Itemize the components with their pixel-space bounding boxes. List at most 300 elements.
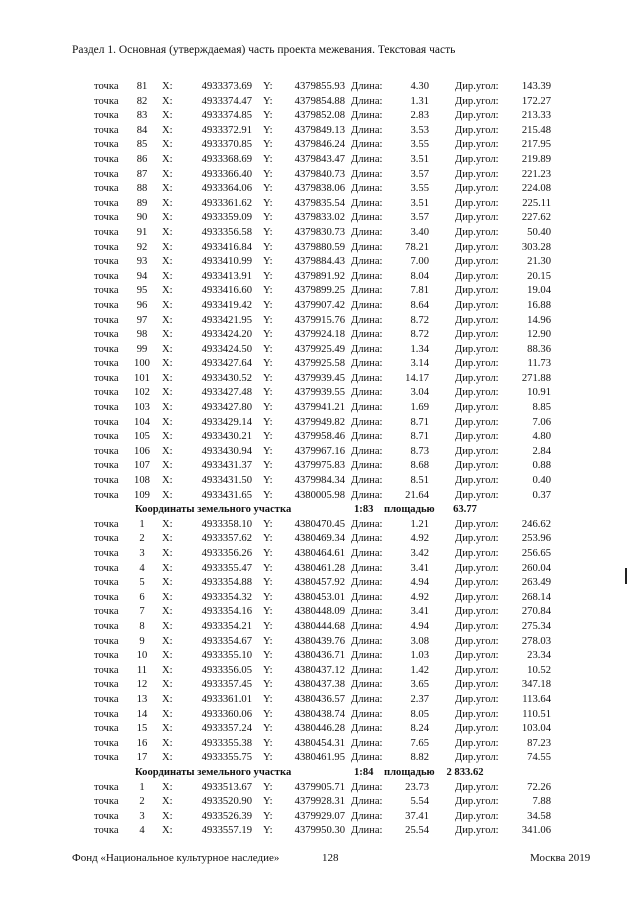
length-value: 8.71 <box>410 431 429 443</box>
table-row <box>0 620 629 635</box>
direction-label: Дир.угол: <box>455 358 499 370</box>
x-label: X: <box>162 110 173 122</box>
table-row <box>0 284 629 299</box>
length-label: Длина: <box>351 460 383 472</box>
y-label: Y: <box>263 329 273 341</box>
length-label: Длина: <box>351 679 383 691</box>
table-row <box>0 124 629 139</box>
point-number: 100 <box>134 358 150 370</box>
point-label: точка <box>94 445 119 457</box>
table-row <box>0 795 629 810</box>
point-number: 8 <box>139 620 145 632</box>
direction-angle-value: 347.18 <box>521 679 551 691</box>
direction-label: Дир.угол: <box>455 270 499 282</box>
direction-angle-value: 19.04 <box>527 285 551 297</box>
y-label: Y: <box>263 241 273 253</box>
area-value: 63.77 <box>453 504 477 516</box>
point-label: точка <box>94 358 119 370</box>
y-value: 4379949.82 <box>294 416 345 428</box>
length-label: Длина: <box>351 606 383 618</box>
length-value: 2.37 <box>410 693 429 705</box>
direction-angle-value: 341.06 <box>521 825 551 837</box>
y-label: Y: <box>263 81 273 92</box>
length-label: Длина: <box>351 168 383 180</box>
table-row <box>0 678 629 693</box>
point-number: 107 <box>134 460 150 472</box>
point-number: 94 <box>136 270 148 282</box>
table-row <box>0 445 629 460</box>
direction-angle-value: 271.88 <box>521 372 551 384</box>
table-row <box>0 474 629 489</box>
y-value: 4380005.98 <box>294 489 345 501</box>
direction-angle-value: 11.73 <box>527 358 551 370</box>
length-label: Длина: <box>351 781 383 793</box>
x-label: X: <box>162 212 173 224</box>
direction-label: Дир.угол: <box>455 752 499 764</box>
x-label: X: <box>162 620 173 632</box>
plot-number: 1:84 <box>354 766 374 778</box>
y-value: 4379854.88 <box>294 95 345 107</box>
y-value: 4380446.28 <box>294 723 345 735</box>
x-value: 4933374.85 <box>201 110 252 122</box>
length-label: Длина: <box>351 299 383 311</box>
direction-angle-value: 7.88 <box>532 796 551 808</box>
x-label: X: <box>162 81 173 92</box>
table-row <box>0 518 629 533</box>
y-label: Y: <box>263 445 273 457</box>
point-number: 84 <box>136 124 148 136</box>
y-value: 4380444.68 <box>294 620 345 632</box>
x-value: 4933360.06 <box>201 708 252 720</box>
length-label: Длина: <box>351 664 383 676</box>
point-label: точка <box>94 343 119 355</box>
y-value: 4380453.01 <box>294 591 345 603</box>
y-value: 4380461.95 <box>294 752 345 764</box>
length-label: Длина: <box>351 285 383 297</box>
table-row <box>0 109 629 124</box>
x-label: X: <box>162 153 173 165</box>
table-row <box>0 635 629 650</box>
page-header: Раздел 1. Основная (утверждаемая) часть проекта межевания. Текстовая часть <box>72 44 456 56</box>
point-number: 102 <box>134 387 150 399</box>
length-label: Длина: <box>351 518 383 530</box>
point-number: 81 <box>136 81 148 92</box>
x-label: X: <box>162 285 173 297</box>
direction-label: Дир.угол: <box>455 708 499 720</box>
direction-label: Дир.угол: <box>455 431 499 443</box>
x-value: 4933366.40 <box>201 168 252 180</box>
table-row <box>0 737 629 752</box>
y-value: 4379929.07 <box>294 810 345 822</box>
table-row <box>0 241 629 256</box>
x-value: 4933357.62 <box>201 533 252 545</box>
length-value: 7.65 <box>410 737 429 749</box>
scan-edge-mark <box>625 568 627 584</box>
y-value: 4379833.02 <box>294 212 345 224</box>
direction-label: Дир.угол: <box>455 562 499 574</box>
x-value: 4933354.32 <box>201 591 252 603</box>
x-value: 4933355.75 <box>201 752 252 764</box>
direction-angle-value: 227.62 <box>521 212 551 224</box>
y-label: Y: <box>263 387 273 399</box>
x-value: 4933361.01 <box>201 693 252 705</box>
x-label: X: <box>162 475 173 487</box>
direction-angle-value: 256.65 <box>521 548 551 559</box>
direction-angle-value: 10.52 <box>527 664 551 676</box>
y-value: 4379835.54 <box>294 197 345 209</box>
x-value: 4933357.45 <box>201 679 252 691</box>
x-value: 4933430.52 <box>201 372 252 384</box>
y-value: 4379924.18 <box>294 329 345 341</box>
direction-label: Дир.угол: <box>455 606 499 618</box>
section-title: Координаты земельного участка <box>135 504 292 516</box>
y-label: Y: <box>263 737 273 749</box>
table-row <box>0 751 629 766</box>
point-number: 99 <box>136 343 148 355</box>
x-label: X: <box>162 416 173 428</box>
direction-label: Дир.угол: <box>455 110 499 122</box>
direction-angle-value: 270.84 <box>521 606 551 618</box>
x-value: 4933431.50 <box>201 475 252 487</box>
y-value: 4379891.92 <box>294 270 345 282</box>
length-value: 1.34 <box>410 343 429 355</box>
table-row <box>0 182 629 197</box>
direction-label: Дир.угол: <box>455 372 499 384</box>
table-row <box>0 416 629 431</box>
length-value: 3.14 <box>410 358 429 370</box>
y-label: Y: <box>263 124 273 136</box>
direction-angle-value: 225.11 <box>522 197 551 209</box>
length-value: 1.42 <box>410 664 429 676</box>
x-label: X: <box>162 577 173 589</box>
x-label: X: <box>162 314 173 326</box>
y-label: Y: <box>263 723 273 735</box>
y-value: 4380439.76 <box>294 635 345 647</box>
direction-angle-value: 260.04 <box>521 562 551 574</box>
direction-label: Дир.угол: <box>455 475 499 487</box>
point-label: точка <box>94 810 119 822</box>
length-label: Длина: <box>351 270 383 282</box>
x-label: X: <box>162 226 173 238</box>
table-row <box>0 343 629 358</box>
direction-label: Дир.угол: <box>455 693 499 705</box>
point-label: точка <box>94 562 119 574</box>
y-label: Y: <box>263 299 273 311</box>
point-number: 1 <box>139 781 145 793</box>
point-number: 2 <box>139 533 145 545</box>
y-value: 4380436.71 <box>294 650 345 662</box>
y-label: Y: <box>263 153 273 165</box>
plot-number: 1:83 <box>354 504 374 516</box>
length-value: 21.64 <box>405 489 429 501</box>
x-label: X: <box>162 548 173 559</box>
point-label: точка <box>94 81 119 92</box>
point-label: точка <box>94 95 119 107</box>
x-value: 4933410.99 <box>201 256 252 268</box>
y-label: Y: <box>263 416 273 428</box>
point-number: 12 <box>136 679 148 691</box>
length-label: Длина: <box>351 241 383 253</box>
point-label: точка <box>94 489 119 501</box>
y-label: Y: <box>263 708 273 720</box>
direction-angle-value: 103.04 <box>521 723 551 735</box>
y-value: 4380437.38 <box>294 679 345 691</box>
table-row <box>0 576 629 591</box>
y-value: 4379925.58 <box>294 358 345 370</box>
y-label: Y: <box>263 270 273 282</box>
length-label: Длина: <box>351 387 383 399</box>
length-value: 3.65 <box>410 679 429 691</box>
direction-angle-value: 113.64 <box>522 693 551 705</box>
y-value: 4380438.74 <box>294 708 345 720</box>
direction-label: Дир.угол: <box>455 124 499 136</box>
point-number: 1 <box>139 518 145 530</box>
x-label: X: <box>162 606 173 618</box>
x-value: 4933413.91 <box>201 270 252 282</box>
length-value: 1.03 <box>410 650 429 662</box>
length-label: Длина: <box>351 475 383 487</box>
x-value: 4933372.91 <box>201 124 252 136</box>
length-value: 4.30 <box>410 81 429 92</box>
table-row <box>0 722 629 737</box>
length-value: 3.57 <box>410 212 429 224</box>
point-label: точка <box>94 329 119 341</box>
coordinates-table <box>0 80 629 839</box>
direction-label: Дир.угол: <box>455 226 499 238</box>
length-value: 8.71 <box>410 416 429 428</box>
y-label: Y: <box>263 810 273 822</box>
point-label: точка <box>94 270 119 282</box>
x-value: 4933429.14 <box>201 416 252 428</box>
point-number: 13 <box>136 693 148 705</box>
point-label: точка <box>94 431 119 443</box>
point-number: 3 <box>139 810 145 822</box>
x-label: X: <box>162 591 173 603</box>
direction-label: Дир.угол: <box>455 650 499 662</box>
area-value: 2 833.62 <box>446 766 484 778</box>
y-label: Y: <box>263 664 273 676</box>
x-value: 4933520.90 <box>201 796 252 808</box>
x-value: 4933359.09 <box>201 212 252 224</box>
x-label: X: <box>162 95 173 107</box>
table-row <box>0 299 629 314</box>
x-label: X: <box>162 124 173 136</box>
direction-angle-value: 278.03 <box>521 635 551 647</box>
point-number: 87 <box>136 168 148 180</box>
point-label: точка <box>94 168 119 180</box>
x-value: 4933416.60 <box>201 285 252 297</box>
length-value: 3.42 <box>410 548 429 559</box>
length-value: 37.41 <box>405 810 429 822</box>
point-label: точка <box>94 256 119 268</box>
table-row <box>0 80 629 95</box>
point-label: точка <box>94 752 119 764</box>
x-label: X: <box>162 533 173 545</box>
direction-label: Дир.угол: <box>455 635 499 647</box>
direction-label: Дир.угол: <box>455 314 499 326</box>
direction-angle-value: 253.96 <box>521 533 551 545</box>
length-label: Длина: <box>351 197 383 209</box>
y-value: 4380469.34 <box>294 533 345 545</box>
x-value: 4933361.62 <box>201 197 252 209</box>
length-label: Длина: <box>351 343 383 355</box>
x-label: X: <box>162 737 173 749</box>
x-value: 4933419.42 <box>201 299 252 311</box>
y-value: 4379855.93 <box>294 81 345 92</box>
length-value: 3.51 <box>410 197 429 209</box>
point-label: точка <box>94 708 119 720</box>
point-number: 7 <box>139 606 145 618</box>
x-label: X: <box>162 635 173 647</box>
point-label: точка <box>94 737 119 749</box>
y-label: Y: <box>263 197 273 209</box>
x-label: X: <box>162 518 173 530</box>
table-row <box>0 781 629 796</box>
direction-angle-value: 87.23 <box>527 737 551 749</box>
point-number: 86 <box>136 153 148 165</box>
table-row <box>0 328 629 343</box>
length-value: 4.92 <box>410 533 429 545</box>
length-value: 3.55 <box>410 183 429 195</box>
point-number: 11 <box>136 664 148 676</box>
direction-label: Дир.угол: <box>455 329 499 341</box>
point-number: 98 <box>136 329 148 341</box>
y-value: 4379928.31 <box>294 796 345 808</box>
length-value: 4.92 <box>410 591 429 603</box>
table-row <box>0 605 629 620</box>
area-label: площадью <box>384 766 435 778</box>
footer-organization: Фонд «Национальное культурное наследие» <box>72 852 280 864</box>
direction-label: Дир.угол: <box>455 212 499 224</box>
length-label: Длина: <box>351 358 383 370</box>
y-value: 4380457.92 <box>294 577 345 589</box>
length-value: 3.41 <box>410 562 429 574</box>
x-label: X: <box>162 562 173 574</box>
direction-angle-value: 88.36 <box>527 343 551 355</box>
point-label: точка <box>94 416 119 428</box>
length-value: 14.17 <box>405 372 429 384</box>
length-value: 8.68 <box>410 460 429 472</box>
y-value: 4379899.25 <box>294 285 345 297</box>
table-row <box>0 386 629 401</box>
x-value: 4933430.21 <box>201 431 252 443</box>
length-label: Длина: <box>351 548 383 559</box>
point-label: точка <box>94 533 119 545</box>
y-label: Y: <box>263 635 273 647</box>
y-value: 4379984.34 <box>294 475 345 487</box>
y-label: Y: <box>263 343 273 355</box>
y-label: Y: <box>263 212 273 224</box>
section-header <box>0 766 629 781</box>
direction-angle-value: 303.28 <box>521 241 551 253</box>
point-number: 3 <box>139 548 145 559</box>
direction-label: Дир.угол: <box>455 460 499 472</box>
x-value: 4933557.19 <box>201 825 252 837</box>
point-label: точка <box>94 723 119 735</box>
direction-angle-value: 72.26 <box>527 781 551 793</box>
direction-angle-value: 4.80 <box>532 431 551 443</box>
direction-label: Дир.угол: <box>455 548 499 559</box>
x-label: X: <box>162 402 173 414</box>
direction-angle-value: 219.89 <box>521 153 551 165</box>
x-label: X: <box>162 270 173 282</box>
direction-angle-value: 8.85 <box>532 402 551 414</box>
table-row <box>0 95 629 110</box>
table-row <box>0 401 629 416</box>
length-value: 8.24 <box>410 723 429 735</box>
direction-angle-value: 0.40 <box>532 475 551 487</box>
x-value: 4933354.88 <box>201 577 252 589</box>
direction-label: Дир.угол: <box>455 825 499 837</box>
length-value: 4.94 <box>410 620 429 632</box>
length-label: Длина: <box>351 372 383 384</box>
point-label: точка <box>94 183 119 195</box>
direction-label: Дир.угол: <box>455 489 499 501</box>
length-label: Длина: <box>351 810 383 822</box>
length-value: 3.55 <box>410 139 429 151</box>
table-row <box>0 459 629 474</box>
y-value: 4379884.43 <box>294 256 345 268</box>
length-value: 8.04 <box>410 270 429 282</box>
x-value: 4933368.69 <box>201 153 252 165</box>
point-label: точка <box>94 285 119 297</box>
y-label: Y: <box>263 548 273 559</box>
table-row <box>0 270 629 285</box>
point-number: 83 <box>136 110 148 122</box>
y-label: Y: <box>263 110 273 122</box>
direction-label: Дир.угол: <box>455 168 499 180</box>
point-label: точка <box>94 825 119 837</box>
y-label: Y: <box>263 825 273 837</box>
point-label: точка <box>94 314 119 326</box>
length-label: Длина: <box>351 562 383 574</box>
x-label: X: <box>162 256 173 268</box>
length-label: Длина: <box>351 124 383 136</box>
x-value: 4933424.50 <box>201 343 252 355</box>
direction-angle-value: 20.15 <box>527 270 551 282</box>
y-label: Y: <box>263 606 273 618</box>
length-label: Длина: <box>351 737 383 749</box>
direction-angle-value: 246.62 <box>521 518 551 530</box>
point-number: 4 <box>139 562 145 574</box>
point-number: 88 <box>136 183 148 195</box>
point-label: точка <box>94 124 119 136</box>
x-label: X: <box>162 372 173 384</box>
length-label: Длина: <box>351 533 383 545</box>
length-value: 4.94 <box>410 577 429 589</box>
direction-label: Дир.угол: <box>455 577 499 589</box>
point-number: 6 <box>139 591 145 603</box>
point-number: 105 <box>134 431 150 443</box>
x-value: 4933355.47 <box>201 562 252 574</box>
point-label: точка <box>94 577 119 589</box>
direction-label: Дир.угол: <box>455 183 499 195</box>
table-row <box>0 664 629 679</box>
y-label: Y: <box>263 489 273 501</box>
direction-angle-value: 213.33 <box>521 110 551 122</box>
y-label: Y: <box>263 591 273 603</box>
y-value: 4379941.21 <box>294 402 345 414</box>
point-number: 93 <box>136 256 148 268</box>
x-label: X: <box>162 460 173 472</box>
length-label: Длина: <box>351 796 383 808</box>
direction-angle-value: 0.37 <box>532 489 551 501</box>
y-value: 4380448.09 <box>294 606 345 618</box>
point-label: точка <box>94 518 119 530</box>
y-label: Y: <box>263 518 273 530</box>
y-label: Y: <box>263 620 273 632</box>
point-number: 5 <box>139 577 145 589</box>
